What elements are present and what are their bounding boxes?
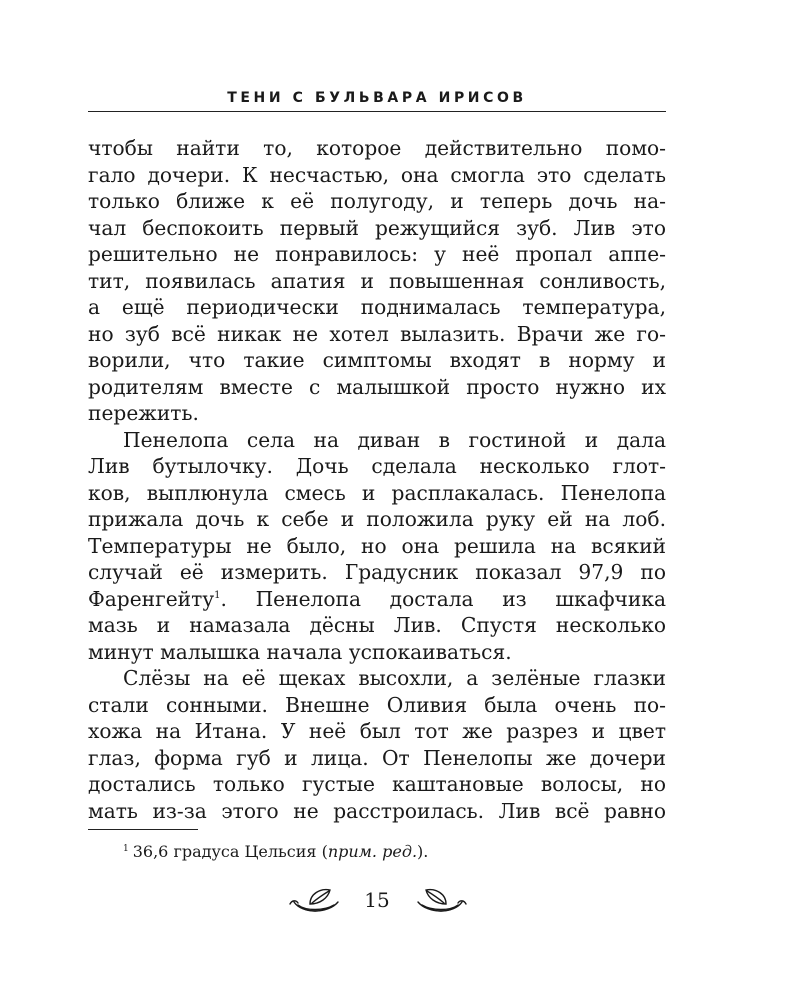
text-line: достались только густые каштановые волосы, но bbox=[88, 772, 666, 796]
text-line-with-footnote bbox=[88, 586, 666, 613]
footnote bbox=[123, 842, 428, 862]
text-line: пережить. bbox=[88, 401, 199, 425]
text-line: Слёзы на её щеках высохли, а зелёные глазки bbox=[123, 666, 666, 690]
text-line: только ближе к её полугоду, и теперь дочь на- bbox=[88, 189, 666, 213]
footnote-italic: прим. ред. bbox=[327, 842, 418, 861]
text-fragment: Фаренгейту bbox=[88, 586, 215, 611]
text-line: а ещё периодически поднималась температура, bbox=[88, 295, 666, 319]
text-line: ворили, что такие симптомы входят в норму и bbox=[88, 348, 666, 372]
text-fragment: . Пенелопа достала из шкафчика bbox=[220, 586, 666, 611]
text-line: ков, выплюнула смесь и расплакалась. Пенелопа bbox=[88, 480, 666, 505]
text-line: родителям вместе с малышкой просто нужно их bbox=[88, 374, 666, 399]
text-line: случай её измерить. Градусник показал 97,9 по bbox=[88, 560, 666, 584]
text-line: хожа на Итана. У неё был тот же разрез и цвет bbox=[88, 719, 666, 743]
book-page bbox=[88, 0, 666, 1000]
text-line: Лив бутылочку. Дочь сделала несколько глот- bbox=[88, 454, 666, 478]
header-rule bbox=[88, 111, 666, 112]
text-line: глаз, форма губ и лица. От Пенелопы же дочери bbox=[88, 745, 666, 770]
text-line: Температуры не было, но она решила на всякий bbox=[88, 533, 666, 558]
text-line: мазь и намазала дёсны Лив. Спустя несколько bbox=[88, 613, 666, 637]
text-line: тит, появилась апатия и повышенная сонливость, bbox=[88, 268, 666, 293]
text-line: решительно не понравилось: у неё пропал аппе- bbox=[88, 242, 666, 266]
text-line: гало дочери. К несчастью, она смогла это сделать bbox=[88, 162, 666, 187]
text-line: стали сонными. Внешне Оливия была очень по- bbox=[88, 692, 666, 717]
page-number: 15 bbox=[364, 888, 390, 912]
text-line: чтобы найти то, которое действительно помо- bbox=[88, 136, 666, 160]
footnote-tail: ). bbox=[417, 842, 429, 861]
text-line: минут малышка начала успокаиваться. bbox=[88, 639, 512, 664]
running-head: ТЕНИ С БУЛЬВАРА ИРИСОВ bbox=[227, 90, 527, 106]
text-line: Пенелопа села на диван в гостиной и дала bbox=[123, 427, 666, 452]
leaf-ornament-icon bbox=[412, 884, 468, 916]
footnote-reference[interactable]: 1 bbox=[214, 589, 221, 601]
text-line: мать из-за этого не расстроилась. Лив всё равно bbox=[88, 798, 666, 823]
footnote-text: 36,6 градуса Цельсия ( bbox=[132, 842, 328, 861]
text-line: чал беспокоить первый режущийся зуб. Лив это bbox=[88, 215, 666, 240]
text-line: но зуб всё никак не хотел вылазить. Врачи же го- bbox=[88, 321, 666, 346]
footnote-marker: 1 bbox=[123, 844, 129, 854]
footnote-rule bbox=[88, 829, 198, 830]
page-footer bbox=[88, 884, 666, 916]
text-line: прижала дочь к себе и положила руку ей на лоб. bbox=[88, 507, 666, 531]
body-text bbox=[88, 135, 666, 824]
